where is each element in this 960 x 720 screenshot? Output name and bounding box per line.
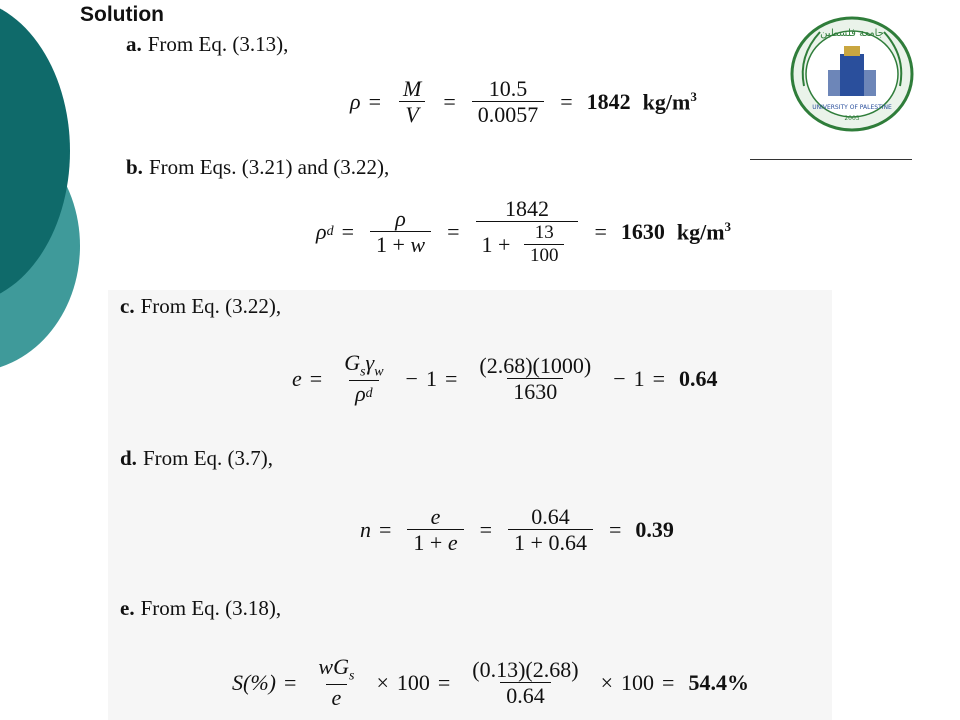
equation-b: ρ d = ρ 1 + w = 1842 1 + $\frac{13}{100}$ = 1630 $kg/m^3$: [316, 196, 732, 267]
tower-icon: [840, 54, 864, 96]
equation-d: n = e 1 + e = $\frac{0.64}{1 + 0.64}$ = 0.39: [360, 504, 674, 556]
step-d-label: d. From Eq. (3.7),: [120, 446, 274, 470]
solution-heading: Solution: [80, 3, 164, 26]
logo-arabic-text: جامعة فلسطين: [820, 28, 884, 39]
step-b-label: b. From Eqs. (3.21) and (3.22),: [126, 155, 390, 179]
logo-year-text: 2003: [844, 115, 860, 122]
equation-a: ρ = $\frac{M}{V}$ = $\frac{10.5}{0.0057}$ = 1842 $kg/m^3$: [350, 76, 697, 128]
signature-rule: [750, 159, 912, 160]
equation-e: S(%) = $\frac{wG_s}{e}$ × 100 = $\frac{(0.13)(2.68)}{0.64}$ × 100 = 54.4%: [232, 654, 749, 711]
university-logo: [790, 16, 914, 132]
step-c-label: c. From Eq. (3.22),: [120, 294, 282, 318]
logo-english-text: UNIVERSITY OF PALESTINE: [812, 104, 892, 111]
equation-c: e = $G_s\gamma_w$ ρ d − 1 = $\frac{(2.68)(1000)}{1630}$ − 1 = 0.64: [292, 350, 718, 407]
step-a-label: a. From Eq. (3.13),: [126, 32, 289, 56]
step-e-label: e. From Eq. (3.18),: [120, 596, 282, 620]
